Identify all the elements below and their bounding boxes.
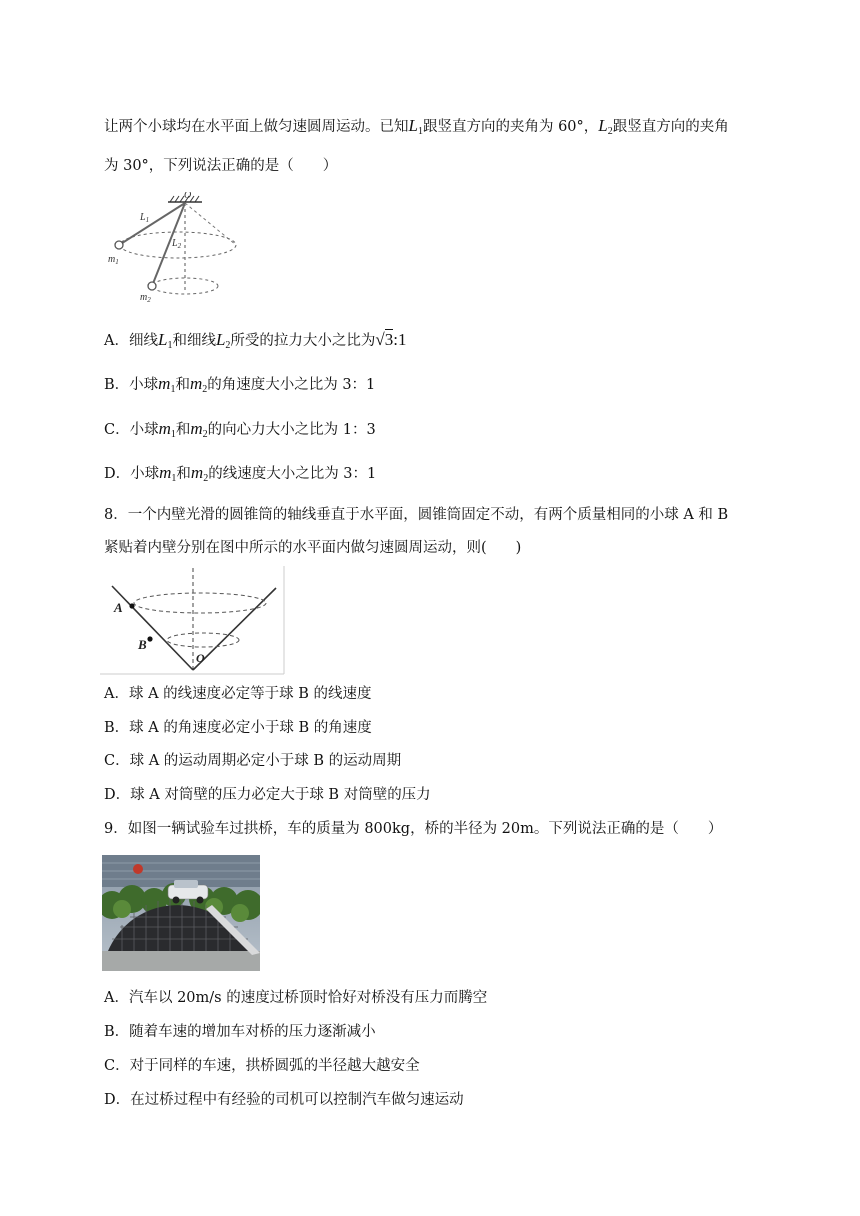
q9-stem: 9．如图一辆试验车过拱桥，车的质量为 800kg，桥的半径为 20m。下列说法正确的是（ ） — [104, 821, 723, 837]
q8-option-c[interactable]: C．球 A 的运动周期必定小于球 B 的运动周期 — [104, 753, 402, 769]
q8-option-b[interactable]: B．球 A 的角速度必定小于球 B 的角速度 — [104, 720, 372, 736]
q9-option-c[interactable]: C．对于同样的车速，拱桥圆弧的半径越大越安全 — [104, 1058, 420, 1074]
q9-option-d[interactable]: D．在过桥过程中有经验的司机可以控制汽车做匀速运动 — [104, 1092, 464, 1108]
q8-option-d[interactable]: D．球 A 对筒壁的压力必定大于球 B 对筒壁的压力 — [104, 787, 431, 803]
q7-option-d[interactable]: D．小球$m_1$和$m_2$的线速度大小之比为 3：1 — [104, 463, 377, 484]
q8-stem-line1: 8．一个内壁光滑的圆锥筒的轴线垂直于水平面，圆锥筒固定不动，有两个质量相同的小球 A 和 B — [104, 507, 729, 523]
svg-text:L2: $L_2$ — [172, 238, 182, 250]
fig-label-O: O — [184, 192, 192, 201]
var-L2: $L_2$ — [598, 116, 613, 137]
q9-option-b[interactable]: B．随着车速的增加车对桥的压力逐渐减小 — [104, 1024, 376, 1040]
q9-arch-bridge-photo — [102, 855, 260, 971]
q7-option-a[interactable]: A．细线$L_1$和细线$L_2$所受的拉力大小之比为√3:1 — [104, 330, 407, 351]
q7-conical-pendulum-figure — [108, 192, 248, 304]
q7-option-c[interactable]: C．小球$m_1$和$m_2$的向心力大小之比为 1：3 — [104, 419, 376, 440]
q7-stem-text: 跟竖直方向的夹角为 60°， — [422, 119, 599, 135]
q8-cone-figure — [100, 566, 286, 676]
q9-option-a[interactable]: A．汽车以 20m/s 的速度过桥顶时恰好对桥没有压力而腾空 — [104, 990, 488, 1006]
svg-text:m2: $m_2$ — [140, 292, 151, 304]
var-L1: $L_1$ — [408, 116, 423, 137]
q7-stem-text: 跟竖直方向的夹角 — [612, 119, 729, 135]
q7-stem-text: 让两个小球均在水平面上做匀速圆周运动。已知 — [104, 119, 409, 135]
q7-option-b[interactable]: B．小球$m_1$和$m_2$的角速度大小之比为 3：1 — [104, 374, 376, 395]
fig-label-A: A — [114, 600, 123, 615]
svg-text:m1: $m_1$ — [108, 254, 119, 266]
q8-option-a[interactable]: A．球 A 的线速度必定等于球 B 的线速度 — [104, 686, 372, 702]
svg-text:L1: $L_1$ — [140, 212, 150, 224]
q7-stem-line2: 为 30°，下列说法正确的是（ ） — [104, 158, 338, 174]
q7-stem-line1 — [104, 116, 729, 142]
q8-stem-line2: 紧贴着内壁分别在图中所示的水平面内做匀速圆周运动，则( ) — [104, 540, 522, 556]
fig-label-B: B — [138, 637, 147, 652]
fig-label-O: O — [196, 651, 205, 665]
